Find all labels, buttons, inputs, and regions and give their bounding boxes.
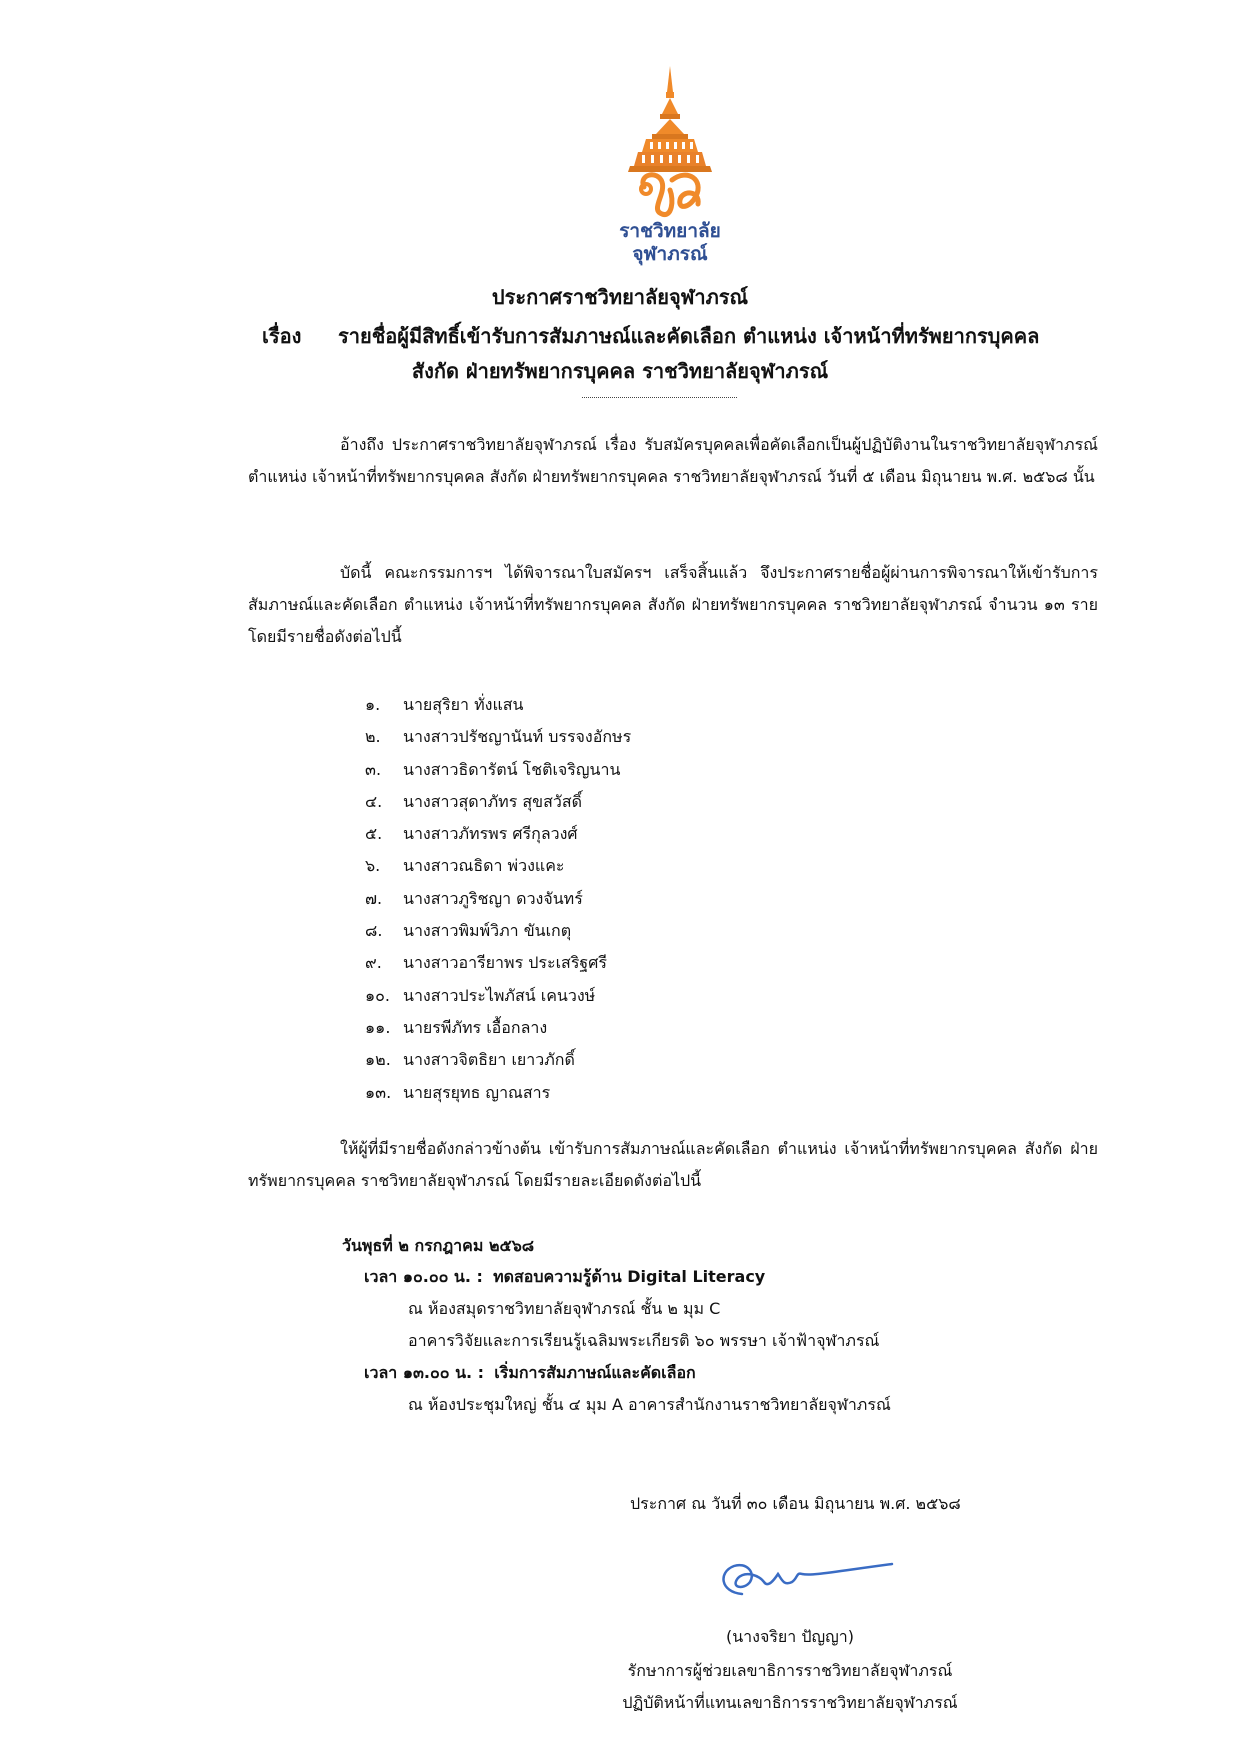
candidate-name: นางสาวสุดาภัทร สุขสวัสดิ์ — [403, 791, 582, 811]
logo-text-line1: ราชวิทยาลัย — [619, 220, 721, 242]
list-item-number: ๑๐. — [365, 985, 391, 1005]
subject-label: เรื่อง — [262, 324, 302, 348]
schedule-time: เวลา ๑๓.๐๐ น. : — [364, 1363, 485, 1382]
list-item — [365, 689, 631, 721]
schedule-activity: เริ่มการสัมภาษณ์และคัดเลือก — [494, 1363, 696, 1382]
candidate-name: นางสาวพิมพ์วิภา ขันเกตุ — [403, 921, 572, 941]
schedule-location: ณ ห้องประชุมใหญ่ ชั้น ๔ มุม A อาคารสำนักงานราชวิทยาลัยจุฬาภรณ์ — [408, 1395, 891, 1414]
schedule-activity: ทดสอบความรู้ด้าน Digital Literacy — [493, 1267, 766, 1286]
list-item-number: ๖. — [365, 856, 381, 876]
subject-text-line2: สังกัด ฝ่ายทรัพยากรบุคคล ราชวิทยาลัยจุฬาภรณ์ — [411, 359, 829, 383]
candidate-list — [365, 689, 631, 1109]
candidate-name: นางสาวณธิดา พ่วงแคะ — [403, 856, 565, 876]
list-item-number: ๙. — [365, 953, 382, 973]
candidate-name: นางสาวประไพภัสน์ เคนวงษ์ — [403, 985, 596, 1005]
list-item — [365, 786, 631, 818]
candidate-name: นายสุรยุทธ ญาณสาร — [403, 1082, 551, 1102]
schedule-item-interview — [364, 1358, 696, 1388]
list-item-number: ๑. — [365, 695, 381, 714]
signer-name: (นางจริยา ปัญญา) — [725, 1627, 855, 1646]
candidate-name: นายรพีภัทร เอื้อกลาง — [403, 1017, 548, 1037]
announce-date: ประกาศ ณ วันที่ ๓๐ เดือน มิถุนายน พ.ศ. ๒๕๖๘ — [630, 1494, 961, 1513]
schedule-item-test — [364, 1262, 765, 1292]
announcement-title: ประกาศราชวิทยาลัยจุฬาภรณ์ — [491, 285, 749, 309]
list-item-number: ๕. — [365, 824, 383, 844]
list-item-number: ๑๓. — [365, 1082, 392, 1102]
crown-emblem-icon — [600, 62, 740, 220]
handwritten-signature — [712, 1542, 897, 1612]
list-item-number: ๔. — [365, 791, 383, 811]
list-item — [365, 883, 631, 915]
candidate-name: นางสาวภูริชญา ดวงจันทร์ — [403, 888, 583, 908]
college-logo — [600, 62, 740, 267]
list-item — [365, 980, 631, 1012]
candidate-name: นางสาวปรัชญานันท์ บรรจงอักษร — [403, 727, 632, 747]
candidate-name: นางสาวจิตธิยา เยาวภักดิ์ — [403, 1050, 575, 1070]
candidate-name: นางสาวอารียาพร ประเสริฐศรี — [403, 953, 607, 973]
signer-position-acting: ปฏิบัติหน้าที่แทนเลขาธิการราชวิทยาลัยจุฬาภรณ์ — [622, 1693, 958, 1712]
schedule-location-building: อาคารวิจัยและการเรียนรู้เฉลิมพระเกียรติ ๖๐ พรรษา เจ้าฟ้าจุฬาภรณ์ — [408, 1331, 880, 1350]
list-item — [365, 1044, 631, 1076]
list-item-number: ๓. — [365, 759, 382, 779]
list-item — [365, 1012, 631, 1044]
list-item — [365, 818, 631, 850]
list-item-number: ๑๑. — [365, 1017, 391, 1037]
result-paragraph — [248, 557, 1098, 653]
signer-position: รักษาการผู้ช่วยเลขาธิการราชวิทยาลัยจุฬาภรณ์ — [627, 1661, 953, 1680]
instruction-paragraph — [248, 1133, 1098, 1197]
reference-paragraph-text: อ้างถึง ประกาศราชวิทยาลัยจุฬาภรณ์ เรื่อง รับสมัครบุคคลเพื่อคัดเลือกเป็นผู้ปฏิบัติงานในราชวิทยาลัยจุฬาภรณ์ ตำแหน่ง เจ้าหน้าที่ทรัพยากรบุคคล สังกัด ฝ่ายทรัพยากรบุคคล ราชวิทยาลัยจุฬาภรณ์ วันที่ ๕ เดือน มิถุนายน พ.ศ. ๒๕๖๘ นั้น — [248, 435, 1098, 486]
list-item-number: ๘. — [365, 921, 383, 941]
list-item-number: ๗. — [365, 888, 383, 908]
reference-paragraph — [248, 429, 1098, 493]
list-item — [365, 754, 631, 786]
candidate-name: นางสาวธิดารัตน์ โชติเจริญนาน — [403, 759, 621, 779]
result-paragraph-text: บัดนี้ คณะกรรมการฯ ได้พิจารณาใบสมัครฯ เสร็จสิ้นแล้ว จึงประกาศรายชื่อผู้ผ่านการพิจารณาให้เข้ารับการสัมภาษณ์และคัดเลือก ตำแหน่ง เจ้าหน้าที่ทรัพยากรบุคคล สังกัด ฝ่ายทรัพยากรบุคคล ราชวิทยาลัยจุฬาภรณ์ จำนวน ๑๓ ราย โดยมีรายชื่อดังต่อไปนี้ — [248, 563, 1098, 646]
list-item-number: ๒. — [365, 727, 381, 747]
list-item — [365, 1077, 631, 1109]
schedule-time: เวลา ๑๐.๐๐ น. : — [364, 1267, 483, 1286]
list-item-number: ๑๒. — [365, 1050, 391, 1070]
list-item — [365, 850, 631, 882]
instruction-paragraph-text: ให้ผู้ที่มีรายชื่อดังกล่าวข้างต้น เข้ารับการสัมภาษณ์และคัดเลือก ตำแหน่ง เจ้าหน้าที่ทรัพยากรบุคคล สังกัด ฝ่ายทรัพยากรบุคคล ราชวิทยาลัยจุฬาภรณ์ โดยมีรายละเอียดดังต่อไปนี้ — [248, 1139, 1098, 1190]
schedule-date: วันพุธที่ ๒ กรกฎาคม ๒๕๖๘ — [342, 1236, 535, 1255]
list-item — [365, 947, 631, 979]
list-item — [365, 721, 631, 753]
subject-text: รายชื่อผู้มีสิทธิ์เข้ารับการสัมภาษณ์และคัดเลือก ตำแหน่ง เจ้าหน้าที่ทรัพยากรบุคคล — [338, 324, 1040, 348]
candidate-name: นางสาวภัทรพร ศรีกุลวงศ์ — [403, 824, 578, 844]
schedule-location: ณ ห้องสมุดราชวิทยาลัยจุฬาภรณ์ ชั้น ๒ มุม C — [408, 1299, 721, 1318]
logo-text-line2: จุฬาภรณ์ — [632, 243, 708, 265]
candidate-name: นายสุริยา ทั่งแสน — [403, 695, 524, 714]
list-item — [365, 915, 631, 947]
dotted-divider — [582, 397, 737, 398]
